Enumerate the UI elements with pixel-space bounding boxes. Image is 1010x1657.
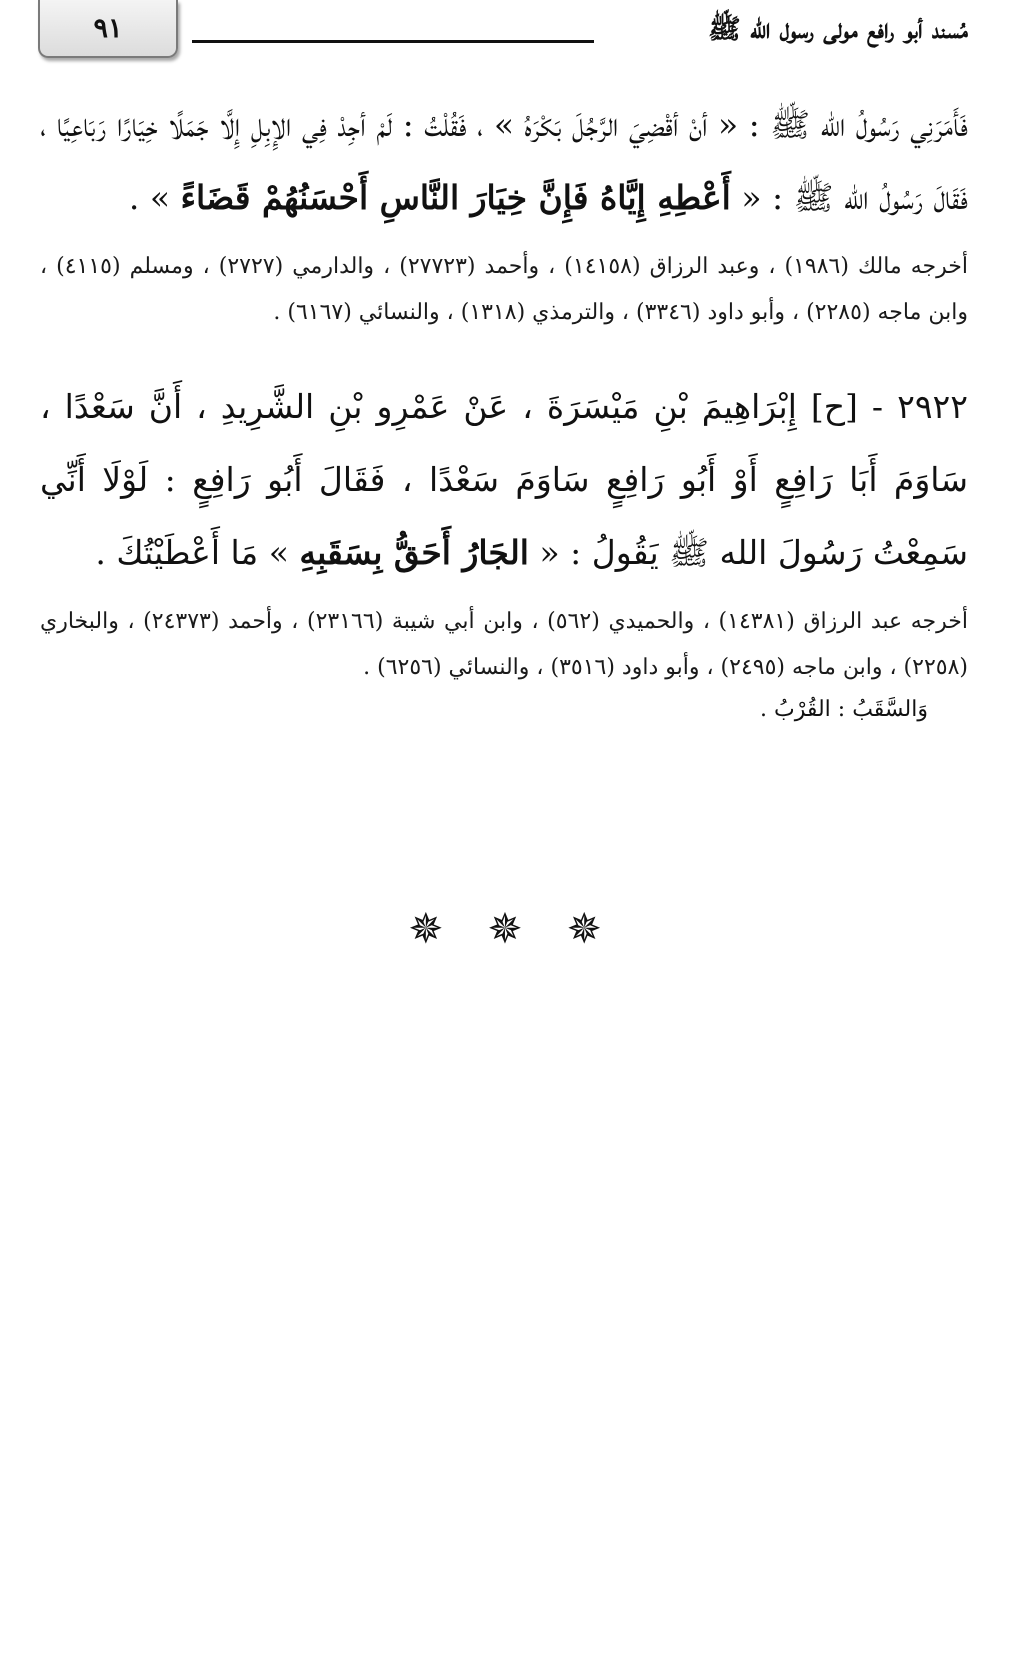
page-number-tab: [38, 0, 178, 58]
hadith-text-part: ٢٩٢٢ - [ح] إِبْرَاهِيمَ بْنِ مَيْسَرَةَ ، عَنْ عَمْرِو بْنِ الشَّرِيدِ ، أَنَّ سَعْدًا ، سَاوَمَ أَبَا رَافِعٍ أَوْ أَبُو رَافِعٍ سَاوَمَ سَعْدًا ، فَقَالَ أَبُو رَافِعٍ : لَوْلَا أَنِّي سَمِعْتُ رَسُولَ الله ﷺ يَقُولُ : «: [40, 387, 968, 572]
page-number: ٩١: [93, 12, 123, 44]
takhrij-note: أخرجه عبد الرزاق (١٤٣٨١) ، والحميدي (٥٦٢) ، وابن أبي شيبة (٢٣١٦٦) ، وأحمد (٢٤٣٧٣) ، والبخاري (٢٢٥٨) ، وابن ماجه (٢٤٩٥) ، وأبو داود (٣٥١٦) ، والنسائي (٦٢٥٦) .: [40, 609, 969, 680]
hadith-text: [40, 88, 968, 234]
page-content: [40, 88, 968, 729]
hadith-text-end: » .: [128, 178, 171, 217]
hadith-block-1: [40, 88, 968, 336]
hadith-text: [40, 370, 968, 589]
hadith-block-2: [40, 370, 968, 729]
hadith-quote-bold: الجَارُ أَحَقُّ بِسَقَبِهِ: [299, 533, 529, 572]
eight-point-star-icon: ✵: [487, 904, 523, 953]
hadith-quote-bold: أَعْطِهِ إِيَّاهُ فَإِنَّ خِيَارَ النَّاسِ أَحْسَنُهُمْ قَضَاءً: [180, 178, 731, 217]
hadith-text-end: » مَا أَعْطَيْتُكَ .: [95, 533, 289, 572]
gloss-note: وَالسَّقَبُ : القُرْبُ .: [760, 697, 928, 722]
takhrij-note: أخرجه مالك (١٩٨٦) ، وعبد الرزاق (١٤١٥٨) ، وأحمد (٢٧٧٢٣) ، والدارمي (٢٧٢٧) ، ومسلم (٤١١٥) ، وابن ماجه (٢٢٨٥) ، وأبو داود (٣٣٤٦) ، والترمذي (١٣١٨) ، والنسائي (٦١٦٧) .: [40, 254, 968, 325]
header-rule: [192, 40, 594, 43]
hadith-text-part: فَأَمَرَنِي رَسُولُ الله ﷺ : « أنْ أقْضِيَ الرَّجُلَ بَكْرَهُ » ، فَقُلْتُ : لَمْ أجِدْ فِي الإِبِلِ إِلَّا جَمَلًا خِيَارًا رَبَاعِيًا ، فَقَالَ رَسُولُ الله ﷺ : «: [40, 105, 968, 217]
eight-point-star-icon: ✵: [566, 904, 602, 953]
page-header: [0, 0, 1010, 70]
section-end-ornaments: [0, 904, 1010, 953]
eight-point-star-icon: ✵: [408, 904, 444, 953]
running-title: مُسند أبو رافع مولى رسول الله ﷺ: [708, 14, 968, 45]
